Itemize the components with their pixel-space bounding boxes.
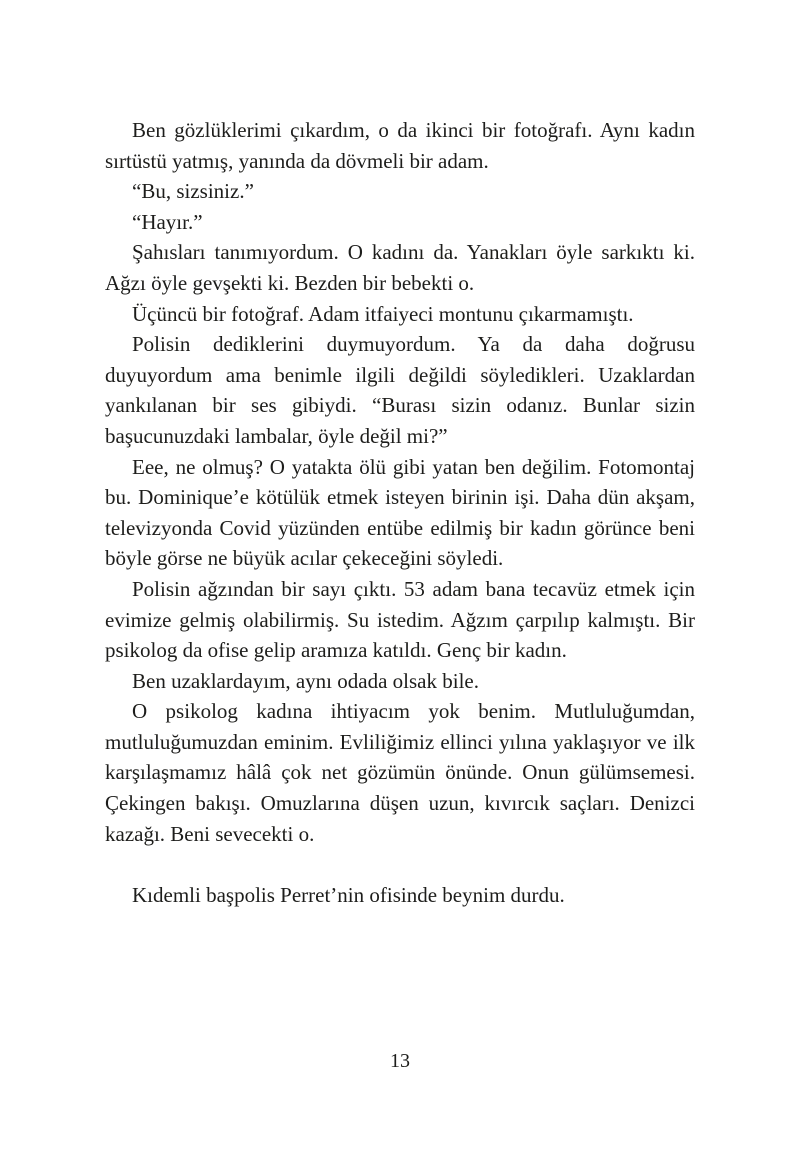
page-number: 13 xyxy=(390,1050,410,1072)
paragraph: Ben uzaklardayım, aynı odada olsak bile. xyxy=(132,668,479,693)
paragraph: Ben gözlüklerimi çıkardım, o da ikinci bir fotoğrafı. Aynı kadın sırtüstü yatmış, yanında da dövmeli bir adam. xyxy=(105,118,695,173)
paragraph: Eee, ne olmuş? O yatakta ölü gibi yatan ben değilim. Fotomontaj bu. Dominique’e kötülük etmek isteyen birinin işi. Daha dün akşam, televizyonda Covid yüzünden entübe edilmiş bir kadın görünce beni böyle görse ne büyük acılar çekeceğini söyledi. xyxy=(105,454,695,571)
paragraph: O psikolog kadına ihtiyacım yok benim. Mutluluğumdan, mutluluğumuzdan eminim. Evliliğimiz ellinci yılına yaklaşıyor ve ilk karşılaşmamız hâlâ çok net gözümün önünde. Onun gülümsemesi. Çekingen bakışı. Omuzlarına düşen uzun, kıvırcık saçları. Denizci kazağı. Beni sevecekti o. xyxy=(105,699,695,846)
paragraph: Kıdemli başpolis Perret’nin ofisinde beynim durdu. xyxy=(132,882,565,907)
paragraph: Polisin ağzından bir sayı çıktı. 53 adam bana tecavüz etmek için evimize gelmiş olabilirmiş. Su istedim. Ağzım çarpılıp kalmıştı. Bir psikolog da ofise gelip aramıza katıldı. Genç bir kadın. xyxy=(105,576,695,663)
paragraph: Polisin dediklerini duymuyordum. Ya da daha doğrusu duyuyordum ama benimle ilgili değildi söyledikleri. Uzaklardan yankılanan bir ses gibiydi. “Burası sizin odanız. Bunlar sizin başucunuzdaki lambalar, öyle değil mi?” xyxy=(105,332,695,448)
body-text xyxy=(105,115,695,910)
paragraph: “Hayır.” xyxy=(132,209,203,234)
paragraph: “Bu, sizsiniz.” xyxy=(132,179,254,204)
paragraph: Üçüncü bir fotoğraf. Adam itfaiyeci montunu çıkarmamıştı. xyxy=(132,301,634,326)
paragraph: Şahısları tanımıyordum. O kadını da. Yanakları öyle sarkıktı ki. Ağzı öyle gevşekti ki. Bezden bir bebekti o. xyxy=(105,240,695,295)
